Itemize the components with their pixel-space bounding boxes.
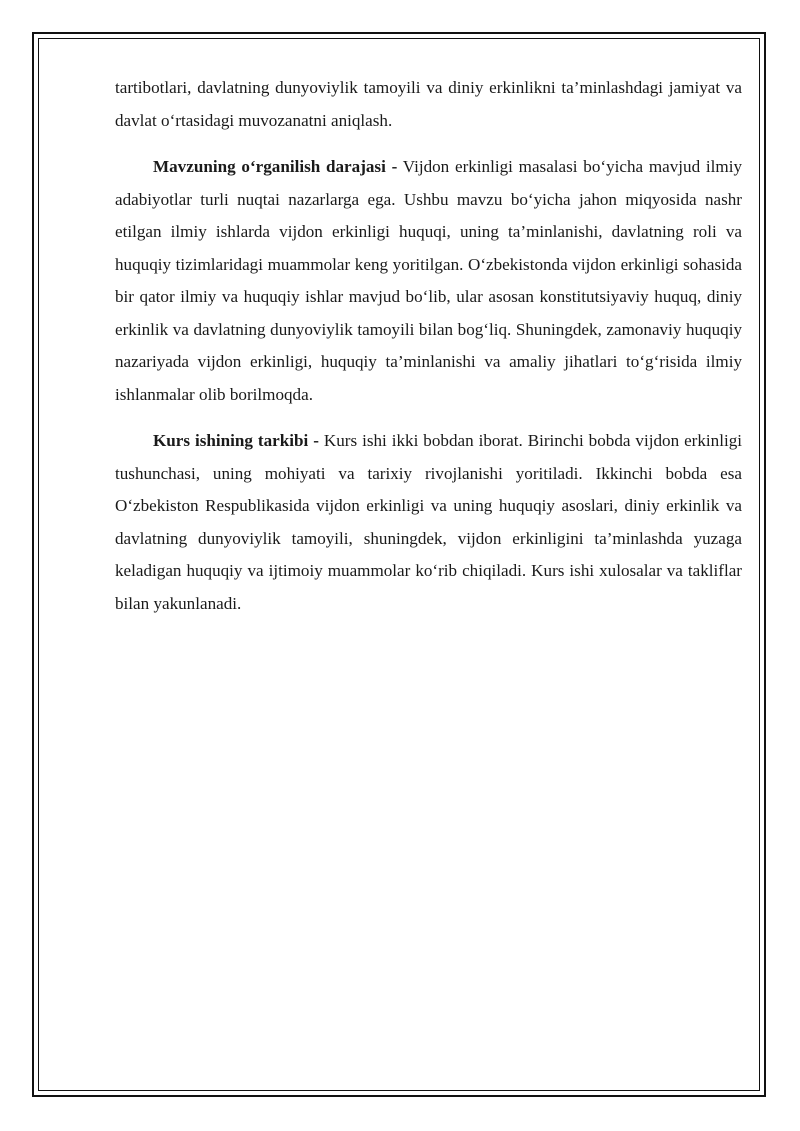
paragraph-text: Vijdon erkinligi masalasi bo‘yicha mavjud ilmiy adabiyotlar turli nuqtai nazarlarga ega. Ushbu mavzu bo‘yicha jahon miqyosida nashr etilgan ilmiy ishlarda vijdon erkinligi huquqi, uning ta’minlanishi, davlatning roli va huquqiy tizimlaridagi muammolar keng yoritilgan. O‘zbekistonda vijdon erkinligi sohasida bir qator ilmiy va huquqiy ishlar mavjud bo‘lib, ular asosan konstitutsiyaviy huquq, diniy erkinlik va davlatning dunyoviylik tamoyili bilan bog‘liq. Shuningdek, zamonaviy huquqiy nazariyada vijdon erkinligi, huquqiy ta’minlanishi va amaliy jihatlari to‘g‘risida ilmiy ishlanmalar olib borilmoqda. bbox=[115, 157, 742, 404]
paragraph-heading: Mavzuning o‘rganilish darajasi - bbox=[153, 157, 398, 176]
paragraph-structure bbox=[115, 425, 742, 620]
paragraph-text: Kurs ishi ikki bobdan iborat. Birinchi bobda vijdon erkinligi tushunchasi, uning mohiyati va tarixiy rivojlanishi yoritiladi. Ikkinchi bobda esa O‘zbekiston Respublikasida vijdon erkinligi va uning huquqiy asoslari, diniy erkinlik va davlatning dunyoviylik tamoyili, shuningdek, vijdon erkinligini ta’minlashda yuzaga keladigan huquqiy va ijtimoiy muammolar ko‘rib chiqiladi. Kurs ishi xulosalar va takliflar bilan yakunlanadi. bbox=[115, 431, 742, 613]
paragraph-text: tartibotlari, davlatning dunyoviylik tamoyili va diniy erkinlikni ta’minlashdagi jamiyat va davlat o‘rtasidagi muvozanatni aniqlash. bbox=[115, 78, 742, 130]
document-body bbox=[115, 72, 742, 634]
paragraph-study-level bbox=[115, 151, 742, 411]
paragraph-continuation bbox=[115, 72, 742, 137]
paragraph-heading: Kurs ishining tarkibi - bbox=[153, 431, 319, 450]
